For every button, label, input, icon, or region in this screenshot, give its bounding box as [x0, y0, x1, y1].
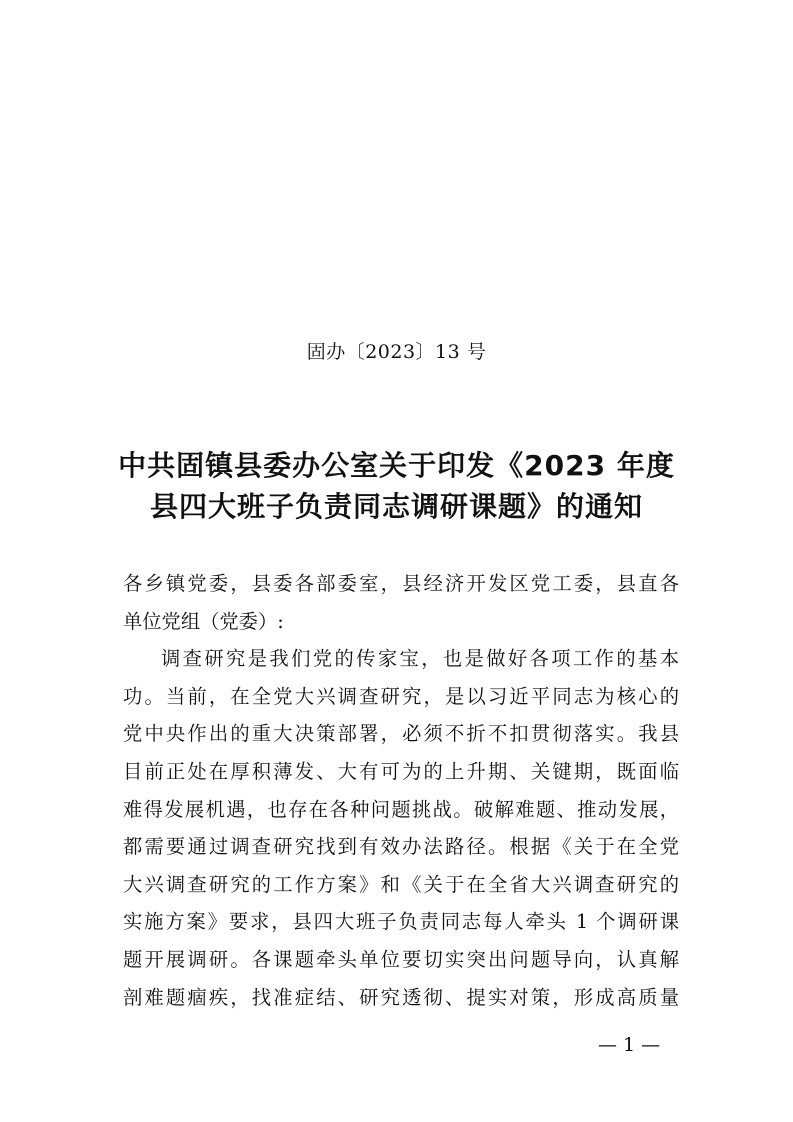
paragraph-line-8: 实施方案》要求，县四大班子负责同志每人牵头 1 个调研课 — [123, 910, 679, 934]
salutation-line-2: 单位党组（党委）: — [123, 609, 284, 633]
document-number: 固办〔2023〕13 号 — [306, 341, 487, 363]
paragraph-line-6: 都需要通过调查研究找到有效办法路径。根据《关于在全党 — [123, 835, 679, 859]
paragraph-line-4: 目前正处在厚积薄发、大有可为的上升期、关键期，既面临 — [123, 759, 679, 783]
title-line-1: 中共固镇县委办公室关于印发《2023 年度 — [118, 449, 675, 482]
title-line-2: 县四大班子负责同志调研课题》的通知 — [149, 490, 643, 523]
paragraph-line-1: 调查研究是我们党的传家宝，也是做好各项工作的基本 — [161, 647, 679, 671]
salutation-line-1: 各乡镇党委，县委各部委室，县经济开发区党工委，县直各 — [123, 572, 679, 595]
document-title — [0, 445, 793, 527]
paragraph-line-5: 难得发展机遇，也存在各种问题挑战。破解难题、推动发展， — [123, 797, 679, 821]
document-body — [123, 565, 679, 1016]
page-number: — 1 — — [598, 1034, 661, 1056]
paragraph-line-3: 党中央作出的重大决策部署，必须不折不扣贯彻落实。我县 — [123, 722, 679, 746]
paragraph-line-7: 大兴调查研究的工作方案》和《关于在全省大兴调查研究的 — [123, 872, 679, 896]
paragraph-line-2: 功。当前，在全党大兴调查研究，是以习近平同志为核心的 — [123, 684, 679, 708]
paragraph-line-10: 剖难题痼疾，找准症结、研究透彻、提实对策，形成高质量 — [123, 985, 679, 1009]
paragraph-line-9: 题开展调研。各课题牵头单位要切实突出问题导向，认真解 — [123, 947, 679, 971]
